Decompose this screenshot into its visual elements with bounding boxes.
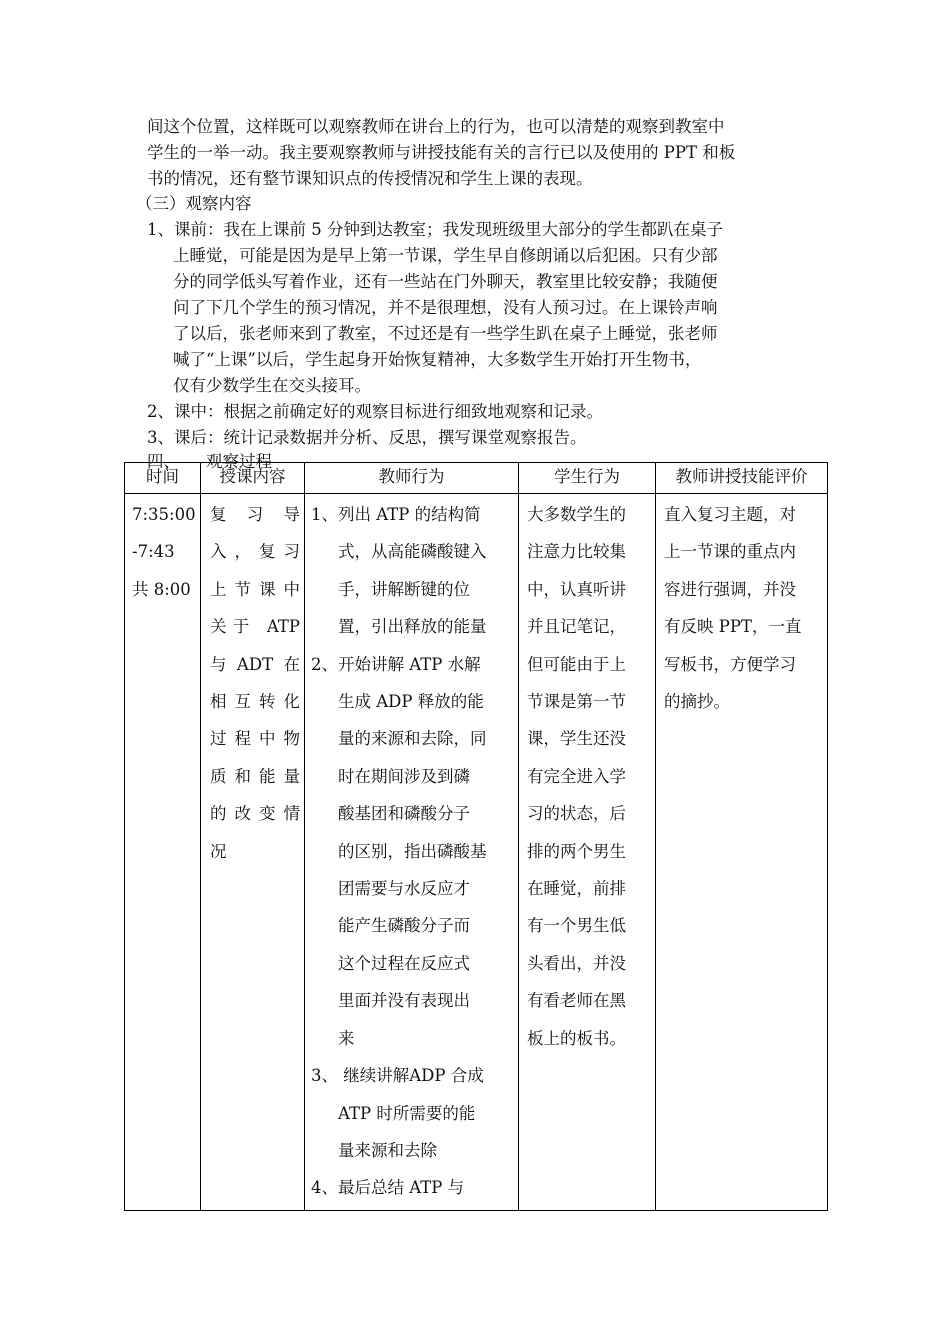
item-line: 问了下几个学生的预习情况，并不是很理想，没有人预习过。在上课铃声响 (173, 298, 718, 317)
cell-line: 量的来源和去除，同 (338, 729, 487, 749)
teacher-behavior-cell (305, 494, 519, 1211)
cell-line: 容进行强调，并没 (664, 579, 796, 599)
time-cell (125, 494, 201, 1211)
section-number: 四、 (147, 452, 180, 471)
cell-line: 习的状态，后 (527, 804, 626, 824)
header-teaching-evaluation: 教师讲授技能评价 (656, 463, 828, 494)
cell-line: 节课是第一节 (527, 692, 626, 712)
cell-line: 复 习 导 (210, 505, 300, 524)
cell-line: 直入复习主题，对 (664, 505, 796, 524)
cell-line: 况 (210, 841, 227, 861)
cell-line: 排的两个男生 (527, 841, 626, 861)
cell-line: 上节课中 (210, 579, 300, 599)
cell-line: 这个过程在反应式 (338, 953, 470, 973)
section-heading: （三）观察内容 (136, 194, 252, 213)
cell-line: 有一个男生低 (527, 916, 626, 936)
header-teacher-behavior: 教师行为 (305, 463, 519, 494)
cell-line: ATP 时所需要的能 (338, 1103, 476, 1123)
cell-line: 在睡觉，前排 (527, 879, 626, 899)
item-line: 1、课前：我在上课前 5 分钟到达教室；我发现班级里大部分的学生都趴在桌子 (147, 220, 723, 239)
cell-line: 写板书，方便学习 (664, 654, 796, 674)
cell-line: 能产生磷酸分子而 (338, 916, 470, 936)
cell-line: 的摘抄。 (664, 692, 730, 712)
intro-line: 书的情况，还有整节课知识点的传授情况和学生上课的表现。 (147, 169, 593, 188)
item-line: 2、课中：根据之前确定好的观察目标进行细致地观察和记录。 (147, 402, 603, 421)
cell-line: 并且记笔记， (527, 617, 626, 637)
table-row (125, 494, 828, 1211)
section-title: 观察过程 (206, 452, 272, 471)
cell-line: 式，从高能磷酸键入 (338, 542, 487, 562)
cell-line: 大多数学生的 (527, 505, 626, 524)
cell-line: 但可能由于上 (527, 654, 626, 674)
cell-line: 中，认真听讲 (527, 579, 626, 599)
cell-line: 头看出，并没 (527, 953, 626, 973)
intro-line: 间这个位置，这样既可以观察教师在讲台上的行为，也可以清楚的观察到教室中 (147, 117, 725, 136)
cell-line: 关于 ATP (210, 617, 300, 637)
topic-cell (201, 494, 305, 1211)
cell-line: 酸基团和磷酸分子 (338, 804, 470, 824)
header-student-behavior: 学生行为 (519, 463, 656, 494)
table-header-row (125, 463, 828, 494)
student-behavior-cell (519, 494, 656, 1211)
item-line: 分的同学低头写着作业，还有一些站在门外聊天，教室里比较安静；我随便 (173, 272, 718, 291)
cell-line: 上一节课的重点内 (664, 542, 796, 562)
cell-line: 过程中物 (210, 729, 300, 749)
header-time: 时间 (125, 463, 201, 494)
cell-line: 有看老师在黑 (527, 991, 626, 1011)
teaching-evaluation-cell (656, 494, 828, 1211)
cell-line: 板上的板书。 (527, 1028, 626, 1048)
item-line: 喊了“上课”以后，学生起身开始恢复精神，大多数学生开始打开生物书， (173, 350, 702, 369)
cell-line: 共 8:00 (132, 579, 191, 599)
cell-line: 时在期间涉及到磷 (338, 766, 470, 786)
intro-line: 学生的一举一动。我主要观察教师与讲授技能有关的言行已以及使用的 PPT 和板 (147, 143, 736, 162)
cell-line: 与ADT在 (210, 654, 300, 674)
item-line: 3、课后：统计记录数据并分析、反思，撰写课堂观察报告。 (147, 428, 587, 447)
cell-line: 质和能量 (210, 766, 300, 786)
cell-line: 入，复习 (210, 542, 300, 562)
cell-line: 量来源和去除 (338, 1140, 437, 1160)
cell-line: 团需要与水反应才 (338, 879, 470, 899)
item-line: 上睡觉，可能是因为是早上第一节课，学生早自修朗诵以后犯困。只有少部 (173, 246, 718, 265)
cell-line: 课，学生还没 (527, 729, 626, 749)
cell-line: 手，讲解断键的位 (338, 579, 470, 599)
cell-line: 有反映 PPT，一直 (664, 617, 802, 637)
cell-line: 来 (338, 1028, 355, 1048)
observation-table (124, 462, 828, 1211)
item-line: 了以后，张老师来到了教室，不过还是有一些学生趴在桌子上睡觉，张老师 (173, 324, 718, 343)
cell-line: 的改变情 (210, 804, 300, 824)
cell-line: 4、最后总结 ATP 与 (311, 1178, 465, 1198)
cell-line: 注意力比较集 (527, 542, 626, 562)
cell-line: 7:35:00 (132, 505, 196, 524)
cell-line: 有完全进入学 (527, 766, 626, 786)
cell-line: 置，引出释放的能量 (338, 617, 487, 637)
cell-line: 1、列出 ATP 的结构简 (311, 505, 481, 524)
header-topic: 授课内容 (201, 463, 305, 494)
cell-line: 生成 ADP 释放的能 (338, 692, 484, 712)
cell-line: 相互转化 (210, 692, 300, 712)
cell-line: 的区别，指出磷酸基 (338, 841, 487, 861)
cell-line: 2、开始讲解 ATP 水解 (311, 654, 481, 674)
cell-line: 3、 继续讲解ADP 合成 (311, 1066, 484, 1086)
cell-line: 里面并没有表现出 (338, 991, 470, 1011)
item-line: 仅有少数学生在交头接耳。 (173, 376, 371, 395)
cell-line: -7:43 (132, 542, 175, 562)
